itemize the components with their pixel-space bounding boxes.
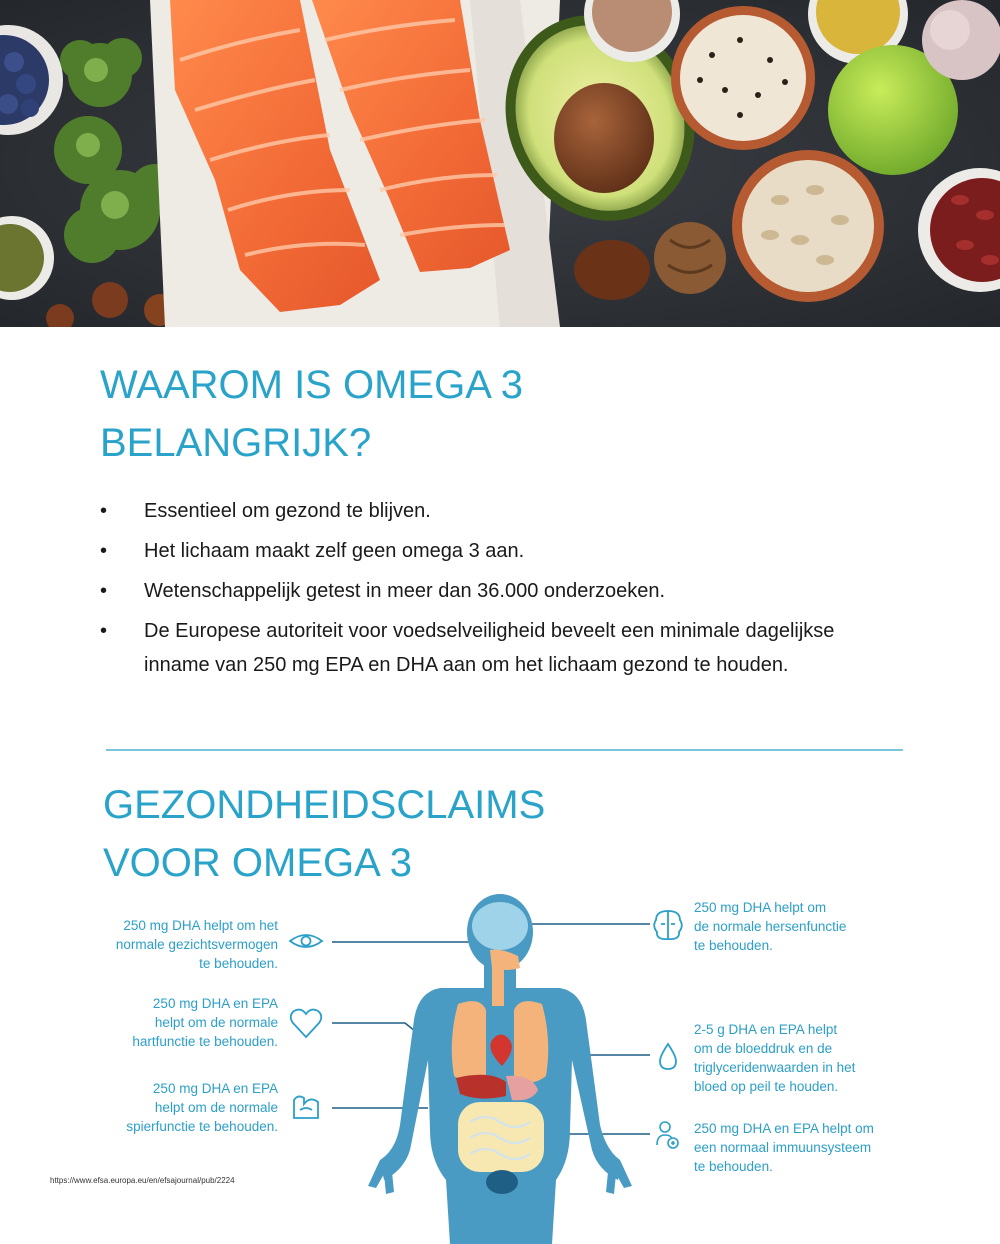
heading-line-2: BELANGRIJK? xyxy=(100,421,372,465)
esophagus-organ xyxy=(492,968,504,1006)
heading-why-omega3 xyxy=(100,356,523,472)
section-divider xyxy=(106,749,903,751)
claim-muscle: 250 mg DHA en EPA helpt om de normale spierfunctie te behouden. xyxy=(126,1081,278,1134)
heading-line-2: VOOR OMEGA 3 xyxy=(103,841,412,885)
hero-food-image xyxy=(0,0,1000,327)
brain-organ xyxy=(472,902,528,950)
list-item: • De Europese autoriteit voor voedselveiligheid beveelt een minimale dagelijkse inname van 250 mg EPA en DHA aan om het lichaam gezond te houden. xyxy=(100,614,844,682)
claim-heart: 250 mg DHA en EPA helpt om de normale hartfunctie te behouden. xyxy=(132,996,278,1049)
food-photo xyxy=(0,0,1000,327)
claim-brain: 250 mg DHA helpt om de normale hersenfunctie te behouden. xyxy=(694,900,847,953)
left-lung xyxy=(452,1001,486,1083)
benefits-list xyxy=(100,494,900,688)
source-reference: https://www.efsa.europa.eu/en/efsajournal/pub/2224 xyxy=(50,1176,235,1185)
human-body-illustration xyxy=(280,890,700,1244)
list-item: • Wetenschappelijk getest in meer dan 36.000 onderzoeken. xyxy=(100,574,900,608)
heading-line-1: WAAROM IS OMEGA 3 xyxy=(100,363,524,407)
heading-health-claims xyxy=(103,776,545,892)
claim-vision: 250 mg DHA helpt om het normale gezichtsvermogen te behouden. xyxy=(115,918,278,971)
list-item: • Het lichaam maakt zelf geen omega 3 aan. xyxy=(100,534,900,568)
liver-organ xyxy=(456,1075,506,1099)
heading-line-1: GEZONDHEIDSCLAIMS xyxy=(103,783,546,827)
list-item: • Essentieel om gezond te blijven. xyxy=(100,494,900,528)
claim-blood-pressure: 2-5 g DHA en EPA helpt om de bloeddruk en de triglyceridenwaarden in het bloed op peil te houden. xyxy=(694,1022,856,1094)
claim-immune: 250 mg DHA en EPA helpt om een normaal immuunsysteem te behouden. xyxy=(694,1121,874,1174)
bladder-organ xyxy=(486,1170,518,1194)
right-lung xyxy=(514,1001,548,1083)
